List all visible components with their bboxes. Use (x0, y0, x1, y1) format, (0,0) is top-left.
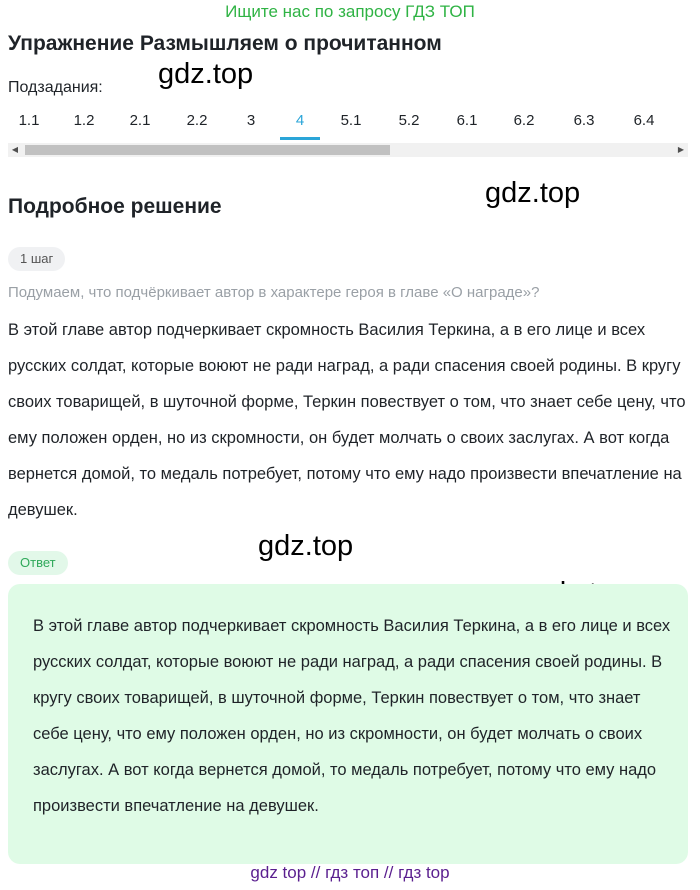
tab-2-2[interactable]: 2.2 (186, 112, 208, 129)
tab-2-1[interactable]: 2.1 (129, 112, 151, 129)
subtask-tabs (8, 104, 688, 142)
tab-1-1[interactable]: 1.1 (18, 112, 40, 129)
watermark: gdz.top (258, 530, 354, 562)
tabs-scrollbar[interactable] (8, 143, 688, 157)
section-title: Подробное решение (8, 195, 222, 218)
scroll-thumb[interactable] (25, 145, 390, 155)
tab-1-2[interactable]: 1.2 (73, 112, 95, 129)
page-title: Упражнение Размышляем о прочитанном (8, 32, 442, 55)
step-badge: 1 шаг (8, 247, 65, 271)
tab-5-2[interactable]: 5.2 (398, 112, 420, 129)
watermark: gdz.top (485, 177, 581, 209)
triangle-left-icon[interactable]: ◀ (11, 145, 19, 154)
answer-text: В этой главе автор подчеркивает скромность Василия Теркина, а в его лице и всех русских солдат, которые воюют не ради наград, а ради спасения своей родины. В кругу своих товарищей, в шуточной форме, Теркин повествует о том, что знает себе цену, что ему положен орден, но из скромности, он будет молчать о своих заслугах. А вот когда вернется домой, то медаль потребует, потому что ему надо произвести впечатление на девушек. (33, 617, 671, 815)
tab-6-3[interactable]: 6.3 (573, 112, 595, 129)
footer: gdz top // гдз топ // гдз top (250, 863, 450, 882)
tab-4[interactable]: 4 (280, 104, 320, 140)
solution-text: В этой главе автор подчеркивает скромность Василия Теркина, а в его лице и всех русских солдат, которые воюют не ради наград, а ради спасения своей родины. В кругу своих товарищей, в шуточной форме, Теркин повествует о том, что знает себе цену, что ему положен орден, но из скромности, он будет молчать о своих заслугах. А вот когда вернется домой, то медаль потребует, потому что ему надо произвести впечатление на девушек. (8, 321, 686, 519)
answer-box (8, 584, 688, 864)
answer-badge: Ответ (8, 551, 68, 575)
tab-3[interactable]: 3 (246, 112, 256, 129)
watermark: gdz.top (158, 58, 254, 90)
question-text: Подумаем, что подчёркивает автор в характере героя в главе «О награде»? (8, 284, 540, 301)
tab-6-4[interactable]: 6.4 (633, 112, 655, 129)
search-banner: Ищите нас по запросу ГДЗ ТОП (225, 2, 475, 21)
tab-6-1[interactable]: 6.1 (456, 112, 478, 129)
triangle-right-icon[interactable]: ▶ (677, 145, 685, 154)
tab-6-2[interactable]: 6.2 (513, 112, 535, 129)
subtasks-label: Подзадания: (8, 79, 103, 96)
tab-5-1[interactable]: 5.1 (340, 112, 362, 129)
